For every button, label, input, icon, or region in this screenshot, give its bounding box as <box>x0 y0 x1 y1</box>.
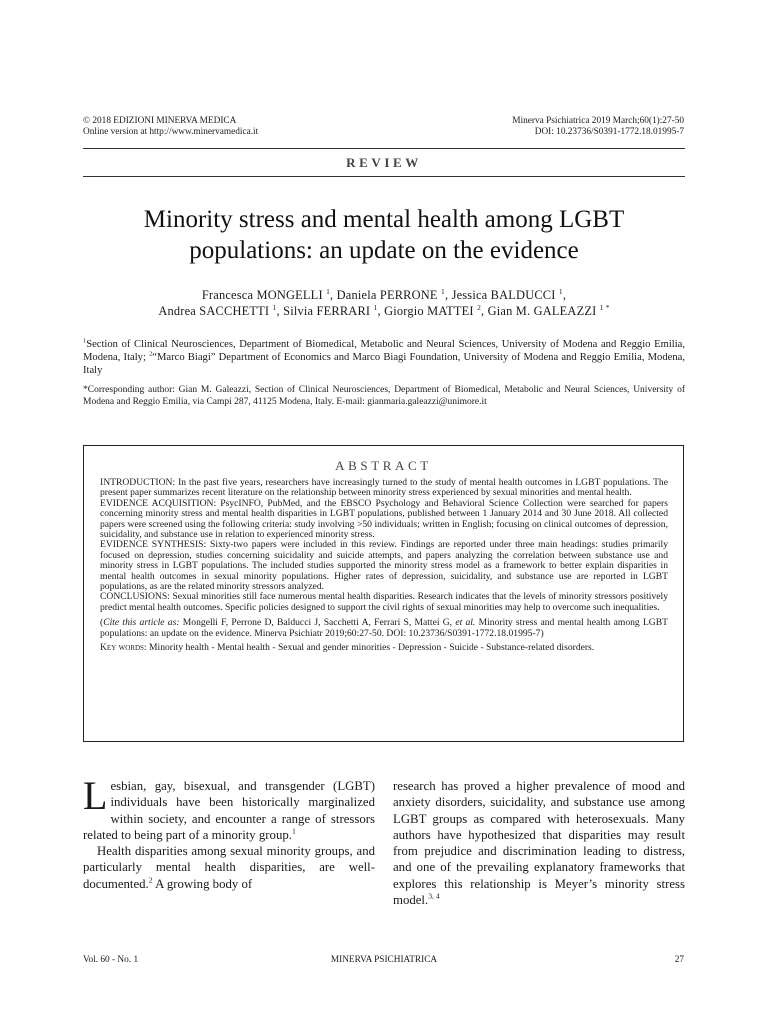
keywords-list: Minority health - Mental health - Sexual and gender minorities - Depression - Suicide - Substance-related disorders. <box>146 642 595 654</box>
abstract-heading: ABSTRACT <box>335 458 432 473</box>
author-name: Gian M. GALEAZZI <box>487 304 597 318</box>
affiliations <box>83 338 685 377</box>
abstract-evidence-acquisition: EVIDENCE ACQUISITION: PsycINFO, PubMed, and the EBSCO Psychology and Behavioral Science Collection were searched for papers concerning minority stress and mental health disparities in LGBT populations, published between 1 January 2014 and 30 June 2018. All collected papers were screened using the following criteria: study involving >50 individuals; written in English; focusing on clinical outcomes of depression, suicidality, and substance use in relation to experienced minority stress. <box>100 497 668 541</box>
page-number: 27 <box>674 955 684 965</box>
affiliation-marker: 1 <box>83 337 87 345</box>
article-title <box>83 204 685 266</box>
abstract-body <box>100 478 668 654</box>
body-column-left <box>83 773 375 892</box>
author-name: Giorgio MATTEI <box>384 304 474 318</box>
affiliation-marker: 1 <box>558 286 563 296</box>
affiliation-marker: 2 <box>149 350 153 358</box>
footer-volume: Vol. 60 - No. 1 <box>83 955 139 965</box>
body-paragraph-2 <box>83 843 375 892</box>
publisher-header <box>83 116 258 138</box>
paragraph-text: esbian, gay, bisexual, and transgender (LGBT) individuals have been historically marginalized within society, and encounter a range of stressors related to being part of a minority group. <box>83 779 375 842</box>
cite-reference: Minority stress and mental health among LGBT populations: an update on the evidence. Minerva Psichiatr 2019;60:27-50. DOI: 10.23736/S0391-1772.18.01995-7) <box>100 617 668 639</box>
online-version-line: Online version at http://www.minervamedica.it <box>83 127 259 137</box>
affiliation-2: “Marco Biagi” Department of Economics and Marco Biagi Foundation, University of Modena and Reggio Emilia, Modena, Italy <box>83 352 686 376</box>
affiliation-marker: 1 <box>441 286 445 296</box>
section-label: REVIEW <box>346 155 422 170</box>
author-line-2: Andrea SACCHETTI $^1$, Silvia FERRARI $^1$, Giorgio MATTEI $^2$, Gian M. GALEAZZI $^{1 *}$ <box>158 302 610 318</box>
affiliation-marker: 1 <box>326 286 331 296</box>
abstract-conclusions: CONCLUSIONS: Sexual minorities still face numerous mental health disparities. Research indicates that the levels of minority stressors positively predict mental health outcomes. Specific policies designed to support the civil rights of sexual minorities may help to overcome such inequalities. <box>100 591 668 613</box>
keywords-label: Key words: <box>100 642 147 654</box>
copyright-line: © 2018 EDIZIONI MINERVA MEDICA <box>83 116 237 126</box>
abstract-introduction: INTRODUCTION: In the past five years, researchers have increasingly turned to the study of mental health outcomes in LGBT populations. The present paper summarizes recent literature on the relationship between minority stress experienced by sexual minorities and mental health. <box>100 477 668 499</box>
body-paragraph-continued <box>393 778 685 908</box>
affiliation-1: Section of Clinical Neurosciences, Department of Biomedical, Metabolic and Neural Sciences, University of Modena and Reggio Emilia, Modena, Italy; <box>83 339 685 363</box>
author-name: Andrea SACCHETTI <box>158 304 270 318</box>
corresponding-author: *Corresponding author: Gian M. Galeazzi, Section of Clinical Neurosciences, Department of Biomedical, Metabolic and Neural Sciences, University of Modena and Reggio Emilia, via Campi 287, 41125 Modena, Italy. E-mail: gianmaria.galeazzi@unimore.it <box>83 385 685 407</box>
affiliation-marker: 2 <box>477 302 481 312</box>
author-name: Daniela PERRONE <box>336 288 438 302</box>
reference-marker: 1 <box>291 826 296 836</box>
author-line-1: Francesca MONGELLI $^1$, Daniela PERRONE $^1$, Jessica BALDUCCI $^1$, <box>201 286 567 302</box>
citation-note <box>100 618 668 639</box>
author-list <box>83 287 685 319</box>
affiliation-marker: 1 * <box>599 302 610 312</box>
author-name: Silvia FERRARI <box>283 304 371 318</box>
title-line-2: populations: an update on the evidence <box>189 237 579 264</box>
title-line-1: Minority stress and mental health among LGBT <box>143 206 625 233</box>
abstract-evidence-synthesis: EVIDENCE SYNTHESIS: Sixty-two papers were included in this review. Findings are reported under three main headings: studies primarily focused on depression, studies concerning suicidality and suicide attempts, and papers analyzing the correlation between substance use and minority stress in LGBT populations. The included studies supported the minority stress model as a framework to better explain disparities in mental health outcomes in sexual minority populations. Higher rates of depression, suicidality, and substance use are reported in LGBT populations, as are the related minority stressors analyzed. <box>100 539 668 593</box>
paragraph-text: research has proved a higher prevalence of mood and anxiety disorders, suicidality, and substance use among LGBT groups as compared with heterosexuals. Many authors have hypothesized that disparities may result from prejudice and discrimination leading to distress, and one of the prevailing explanatory frameworks that explores this relationship is Meyer’s minority stress model. <box>393 779 685 908</box>
doi-line: DOI: 10.23736/S0391-1772.18.01995-7 <box>534 127 684 137</box>
reference-marker: 2 <box>148 875 153 885</box>
cite-etal: et al. <box>455 617 476 629</box>
footer-journal: MINERVA PSICHIATRICA <box>330 955 438 965</box>
journal-citation-line: Minerva Psichiatrica 2019 March;60(1):27-50 <box>512 116 684 126</box>
cite-authors: Mongelli F, Perrone D, Balducci J, Sacchetti A, Ferrari S, Mattei G, <box>179 617 456 629</box>
cite-label: Cite this article as: <box>103 617 180 629</box>
keywords <box>100 643 668 653</box>
section-rule <box>83 176 685 177</box>
paragraph-text-tail: A growing body of <box>152 876 253 891</box>
journal-header <box>512 116 684 138</box>
abstract-box <box>83 445 684 742</box>
author-name: Francesca MONGELLI <box>201 288 323 302</box>
reference-marker: 3, 4 <box>428 891 440 901</box>
drop-cap: L <box>83 773 108 818</box>
affiliation-marker: 1 <box>272 302 277 312</box>
body-paragraph-1 <box>83 773 375 843</box>
author-name: Jessica BALDUCCI <box>451 288 556 302</box>
affiliation-marker: 1 <box>373 302 378 312</box>
cite-open-paren: ( <box>100 617 104 629</box>
body-column-right <box>393 778 685 908</box>
paragraph-text: Health disparities among sexual minority groups, and particularly mental health disparities, are well-documented. <box>83 844 375 891</box>
top-rule <box>83 148 685 149</box>
